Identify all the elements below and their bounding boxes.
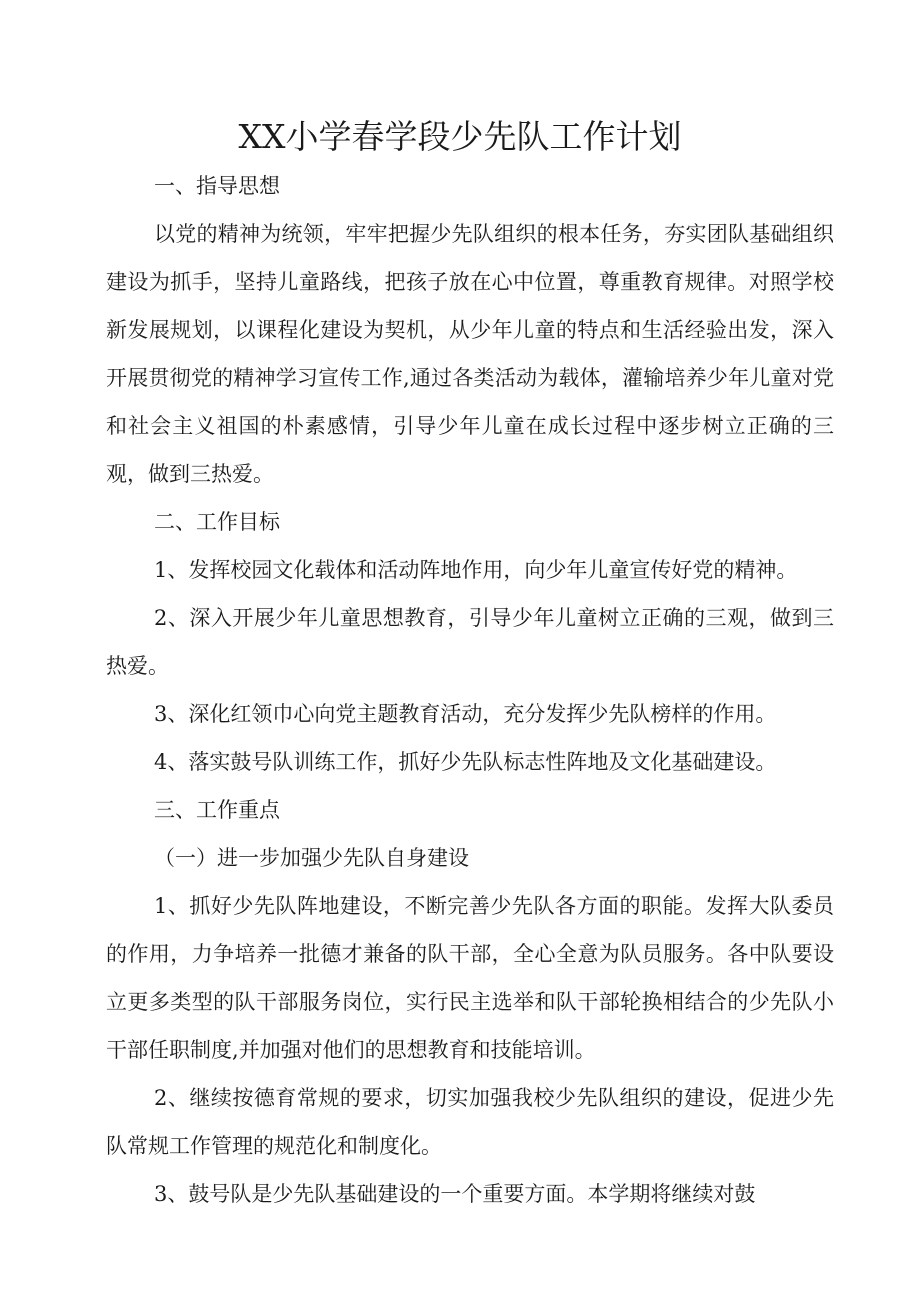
focus-item-3: 3、鼓号队是少先队基础建设的一个重要方面。本学期将继续对鼓 bbox=[154, 1182, 756, 1206]
goal-item-2: 2、深入开展少年儿童思想教育，引导少年儿童树立正确的三观，做到三热爱。 bbox=[106, 606, 834, 678]
paragraph-guiding-ideology: 以党的精神为统领，牢牢把握少先队组织的根本任务，夯实团队基础组织建设为抓手，坚持儿童路线，把孩子放在心中位置，尊重教育规律。对照学校新发展规划，以课程化建设为契机，从少年儿童的特点和生活经验出发，深入开展贯彻党的精神学习宣传工作,通过各类活动为载体，灌输培养少年儿童对党和社会主义祖国的朴素感情，引导少年儿童在成长过程中逐步树立正确的三观，做到三热爱。 bbox=[106, 222, 834, 486]
focus-item-1: 1、抓好少先队阵地建设，不断完善少先队各方面的职能。发挥大队委员的作用，力争培养一批德才兼备的队干部，全心全意为队员服务。各中队要设立更多类型的队干部服务岗位，实行民主选举和队干部轮换相结合的少先队小干部任职制度,并加强对他们的思想教育和技能培训。 bbox=[106, 894, 834, 1062]
subsection-heading-self-building: （一）进一步加强少先队自身建设 bbox=[154, 846, 469, 870]
focus-item-2: 2、继续按德育常规的要求，切实加强我校少先队组织的建设，促进少先队常规工作管理的规范化和制度化。 bbox=[106, 1086, 834, 1158]
goal-item-1: 1、发挥校园文化载体和活动阵地作用，向少年儿童宣传好党的精神。 bbox=[154, 558, 798, 582]
goal-item-3: 3、深化红领巾心向党主题教育活动，充分发挥少先队榜样的作用。 bbox=[154, 702, 777, 726]
section-heading-work-focus: 三、工作重点 bbox=[154, 798, 280, 822]
goal-item-4: 4、落实鼓号队训练工作，抓好少先队标志性阵地及文化基础建设。 bbox=[154, 750, 777, 774]
document-body bbox=[106, 162, 834, 1218]
section-heading-guiding-ideology: 一、指导思想 bbox=[154, 174, 280, 198]
document-title: XX小学春学段少先队工作计划 bbox=[238, 117, 682, 156]
section-heading-work-goals: 二、工作目标 bbox=[154, 510, 280, 534]
